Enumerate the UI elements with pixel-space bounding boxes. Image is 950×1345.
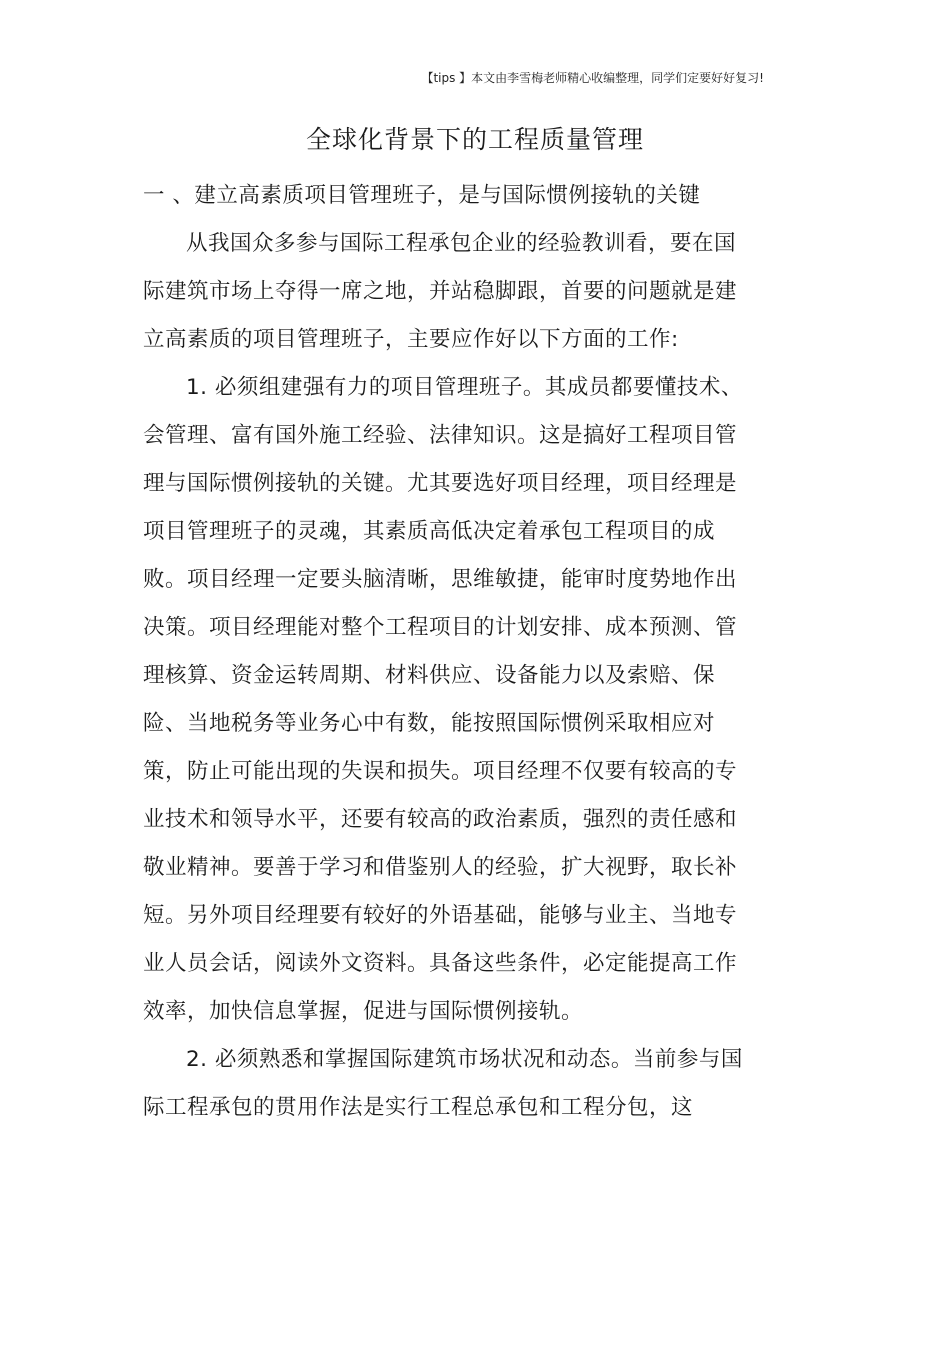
paragraph-intro: 从我国众多参与国际工程承包企业的经验教训看，要在国际建筑市场上夺得一席之地，并站稳脚跟，首要的问题就是建立高素质的项目管理班子，主要应作好以下方面的工作: (143, 231, 738, 352)
section-heading: 一 、建立高素质项目管理班子，是与国际惯例接轨的关键 (143, 183, 701, 208)
header-note: 【tips 】本文由李雪梅老师精心收编整理，同学们定要好好复习! (421, 71, 764, 85)
paragraph-item-2: 2. 必须熟悉和掌握国际建筑市场状况和动态。当前参与国际工程承包的贯用作法是实行工程总承包和工程分包，这 (143, 1047, 743, 1120)
document-body (143, 172, 753, 1132)
document-title: 全球化背景下的工程质量管理 (305, 125, 644, 154)
paragraph-item-1: 1. 必须组建强有力的项目管理班子。其成员都要懂技术、会管理、富有国外施工经验、法律知识。这是搞好工程项目管理与国际惯例接轨的关键。尤其要选好项目经理，项目经理是项目管理班子的灵魂，其素质高低决定着承包工程项目的成败。项目经理一定要头脑清晰，思维敏捷，能审时度势地作出决策。项目经理能对整个工程项目的计划安排、成本预测、管理核算、资金运转周期、材料供应、设备能力以及索赔、保险、当地税务等业务心中有数，能按照国际惯例采取相应对策，防止可能出现的失误和损失。项目经理不仅要有较高的专业技术和领导水平，还要有较高的政治素质，强烈的责任感和敬业精神。要善于学习和借鉴别人的经验，扩大视野，取长补短。另外项目经理要有较好的外语基础，能够与业主、当地专业人员会话，阅读外文资料。具备这些条件，必定能提高工作效率，加快信息掌握，促进与国际惯例接轨。 (143, 375, 743, 1024)
